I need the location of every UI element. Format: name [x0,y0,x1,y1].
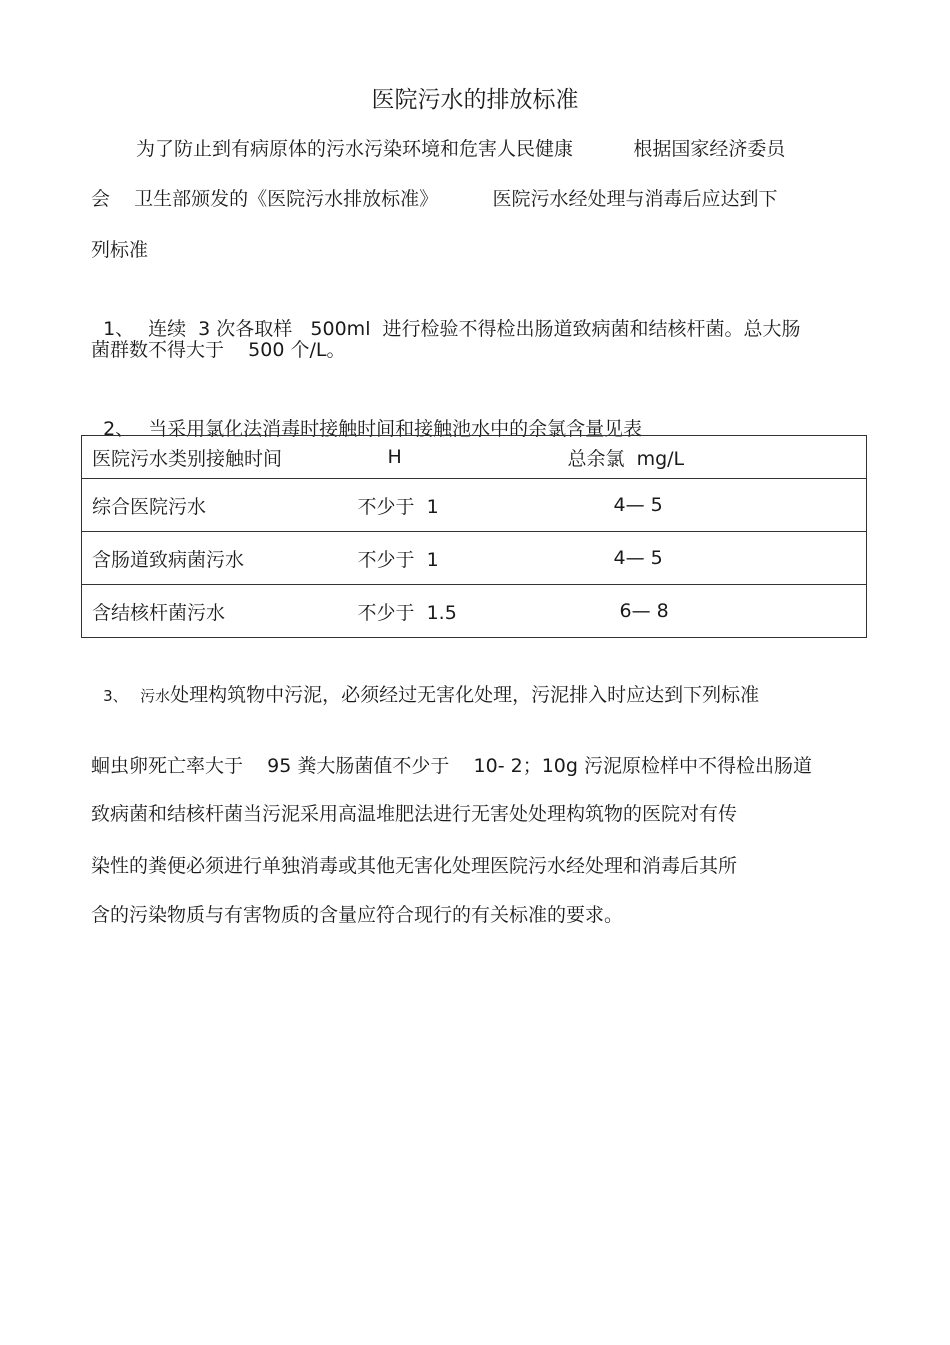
table-cell-chlorine: 6— 8 [568,585,867,638]
table-cell-chlorine: 4— 5 [568,479,867,532]
item-3-number: 3、 [103,687,128,705]
table-cell-category: 含肠道致病菌污水 [82,532,340,585]
item-1 [91,287,801,343]
intro-line-2: 会 卫生部颁发的《医院污水排放标准》 医院污水经处理与消毒后应达到下 [91,188,778,210]
table-cell-category: 含结核杆菌污水 [82,585,340,638]
closing-line-3: 染性的粪便必须进行单独消毒或其他无害化处理医院污水经处理和消毒后其所 [91,855,738,877]
table-cell-category: 综合医院污水 [82,479,340,532]
table-cell-chlorine: 4— 5 [568,532,867,585]
chlorine-table [81,435,867,638]
item-3 [91,653,759,710]
table-row [82,585,867,638]
table-header-category: 医院污水类别接触时间 [82,436,340,479]
table-header-chlorine: 总余氯 mg/L [568,436,867,479]
closing-line-2: 致病菌和结核杆菌当污泥采用高温堆肥法进行无害处处理构筑物的医院对有传 [91,803,738,825]
item-3-text: 处理构筑物中污泥，必须经过无害化处理，污泥排入时应达到下列标准 [170,684,760,706]
closing-line-4: 含的污染物质与有害物质的含量应符合现行的有关标准的要求。 [91,904,624,926]
intro-line-3: 列标准 [91,239,149,261]
intro-line-1: 为了防止到有病原体的污水污染环境和危害人民健康 根据国家经济委员 [136,138,786,160]
table-cell-time: 不少于 1 [340,532,568,585]
item-3-prefix: 污水 [140,687,171,705]
table-header-row [82,436,867,479]
table-row [82,532,867,585]
table-cell-time: 不少于 1 [340,479,568,532]
item-1-line-2: 菌群数不得大于 500 个/L。 [91,339,346,361]
document-title: 医院污水的排放标准 [371,87,579,113]
table-header-time: H [340,436,568,479]
table-cell-time: 不少于 1.5 [340,585,568,638]
closing-line-1: 蛔虫卵死亡率大于 95 粪大肠菌值不少于 10- 2；10g 污泥原检样中不得检出肠道 [91,755,812,777]
item-2-line-1: 当采用氯化法消毒时接触时间和接触池水中的余氯含量见表 [148,418,643,440]
item-1-line-1: 连续 3 次各取样 500ml 进行检验不得检出肠道致病菌和结核杆菌。总大肠 [148,318,801,340]
item-2-number: 2、 [103,418,135,440]
table-row [82,479,867,532]
item-1-number: 1、 [103,318,135,340]
